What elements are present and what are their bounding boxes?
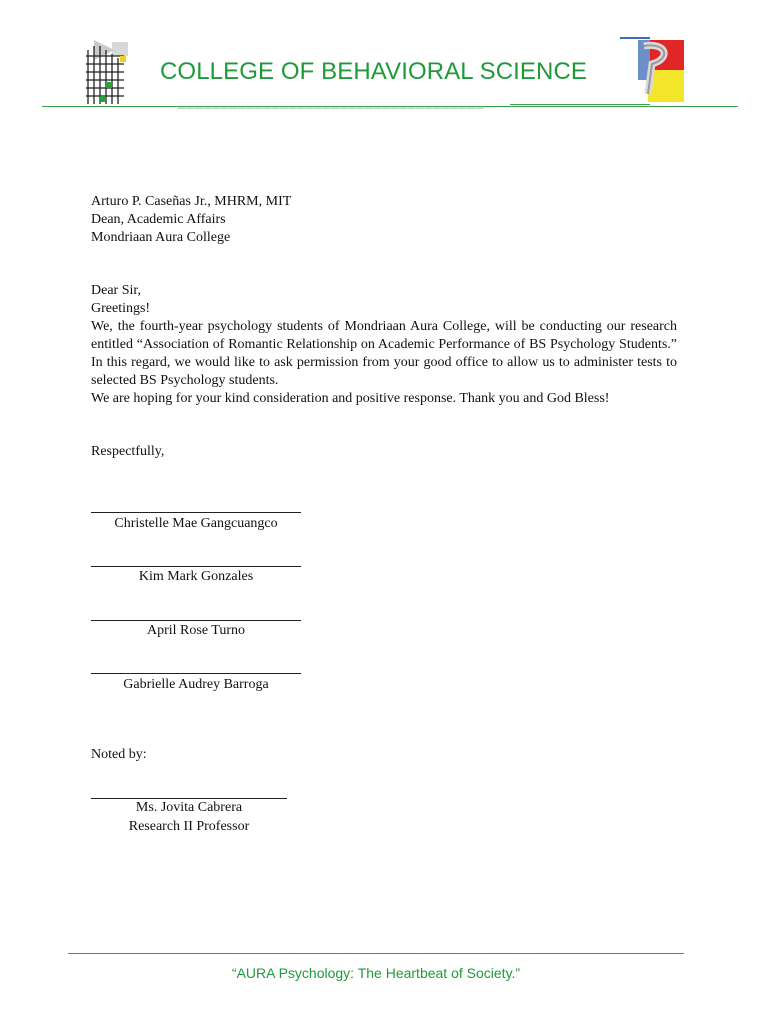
signatory-name: Gabrielle Audrey Barroga (123, 677, 269, 692)
grid-logo-icon (84, 40, 130, 106)
recipient-institution: Mondriaan Aura College (91, 230, 231, 245)
signature-line (91, 673, 301, 674)
salutation: Dear Sir, (91, 283, 141, 298)
footer-motto: “AURA Psychology: The Heartbeat of Society.” (231, 965, 521, 981)
noter-name: Ms. Jovita Cabrera (135, 800, 243, 815)
letter-paragraph: We, the fourth-year psychology students of Mondriaan Aura College, will be conducting our research entitled “Association of Romantic Relationship on Academic Performance of BS Psychology Students.” In this regard, we would like to ask permission from your good office to allow us to administer tests to selected BS Psychology students. (91, 319, 677, 388)
college-title: COLLEGE OF BEHAVIORAL SCIENCE (160, 58, 588, 85)
signature-line (91, 512, 301, 513)
recipient-name: Arturo P. Caseñas Jr., MHRM, MIT (91, 194, 292, 209)
recipient-position: Dean, Academic Affairs (91, 212, 226, 227)
noter-title: Research II Professor (128, 819, 250, 834)
signature-line (91, 620, 301, 621)
footer-divider (68, 953, 684, 954)
salutation-block (91, 282, 150, 318)
header-watermark-text: ▬▬▬▬▬▬▬▬▬▬▬▬▬▬▬▬▬▬▬▬▬▬▬▬▬▬▬▬▬▬▬▬▬▬▬▬ (178, 103, 484, 110)
psychology-logo-icon (618, 34, 686, 104)
greeting: Greetings! (91, 301, 151, 316)
letter-paragraph-closing: We are hoping for your kind consideration and positive response. Thank you and God Bless! (91, 391, 610, 406)
signatory-name: Kim Mark Gonzales (138, 569, 254, 584)
recipient-block (91, 193, 291, 247)
signature-line (91, 566, 301, 567)
noted-by-label: Noted by: (91, 747, 147, 762)
signatory-name: Christelle Mae Gangcuangco (114, 516, 278, 531)
closing: Respectfully, (91, 444, 165, 459)
signatory-name: April Rose Turno (146, 623, 246, 638)
